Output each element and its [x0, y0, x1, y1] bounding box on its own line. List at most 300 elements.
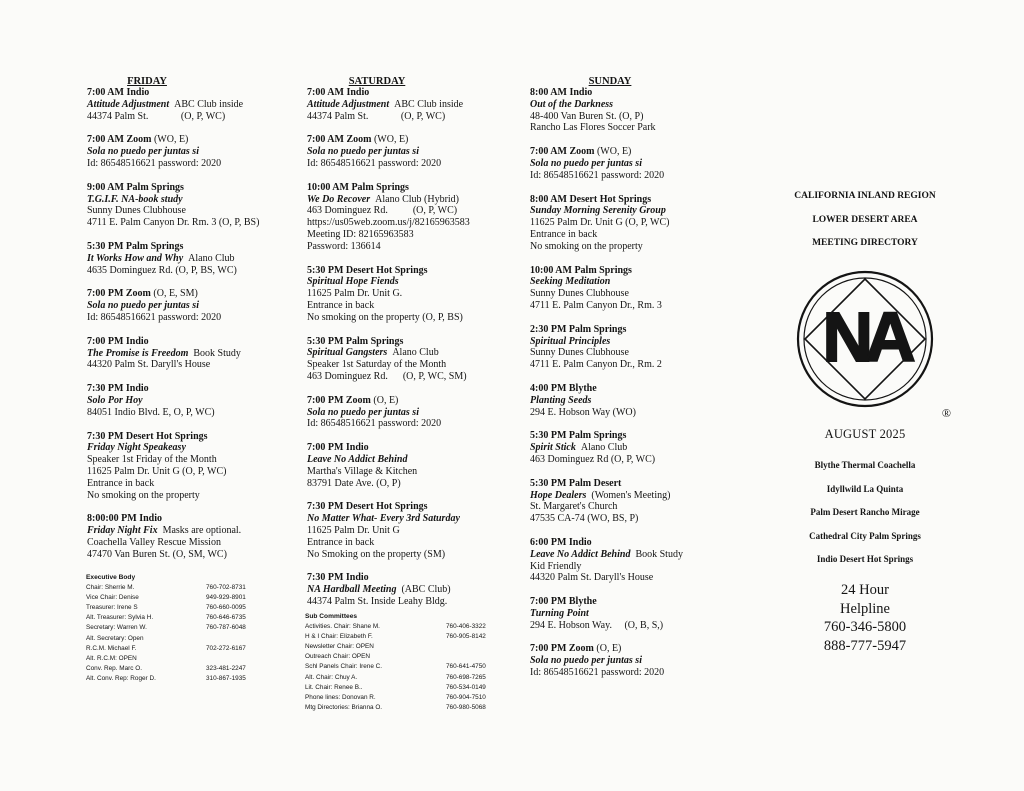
friday-meetings — [87, 87, 287, 561]
meeting-time — [530, 596, 730, 608]
contact-row — [86, 634, 246, 644]
meeting-entry — [530, 324, 730, 371]
meeting-name — [87, 253, 287, 265]
contact-row — [86, 593, 246, 603]
contact-row — [86, 623, 246, 633]
meeting-name-text: The Promise is Freedom — [87, 347, 189, 359]
contact-phone: 760-534-0149 — [446, 683, 486, 691]
meeting-name-text: Spiritual Principles — [530, 335, 611, 347]
meeting-name-text: Sunday Morning Serenity Group — [530, 205, 666, 217]
meeting-name-text: No Matter What- Every 3rd Saturday — [307, 513, 460, 525]
meeting-detail-line: 84051 Indio Blvd. E, O, P, WC) — [87, 406, 215, 418]
meeting-name — [87, 146, 287, 158]
contact-name: R.C.M. Michael F. — [86, 644, 137, 652]
meeting-name-text: Sola no puedo per juntas si — [307, 406, 419, 418]
meeting-name — [530, 336, 730, 348]
meeting-time-text: 5:30 PM Palm Springs — [87, 240, 184, 252]
meeting-name-text: Sola no puedo per juntas si — [87, 300, 199, 312]
contact-row — [305, 632, 486, 642]
meeting-name-text: Seeking Meditation — [530, 276, 611, 288]
meeting-time — [307, 395, 512, 407]
meeting-name — [307, 194, 512, 206]
meeting-time-text: 7:00 AM Zoom — [307, 134, 372, 146]
meeting-detail-line: 11625 Palm Dr. Unit G (O, P, WC) — [530, 217, 670, 229]
meeting-entry — [530, 383, 730, 418]
meeting-detail-line: Id: 86548516621 password: 2020 — [307, 157, 442, 169]
meeting-time-text: 7:00 AM Zoom — [87, 134, 152, 146]
area-heading: LOWER DESERT AREA — [812, 214, 918, 225]
meeting-detail-line: https://us05web.zoom.us/j/82165963583 — [307, 217, 470, 229]
meeting-time-text: 7:00 PM Indio — [87, 335, 149, 347]
meeting-name — [87, 99, 287, 111]
meeting-time — [87, 182, 287, 194]
meeting-time — [530, 324, 730, 336]
contact-name: Activities. Chair: Shane M. — [305, 623, 380, 631]
contact-name: H & I Chair: Elizabeth F. — [305, 633, 373, 641]
meeting-detail-line: Entrance in back — [307, 536, 375, 548]
meeting-detail-line: 463 Dominguez Rd (O, P, WC) — [530, 453, 656, 465]
meeting-format: (O, E) — [370, 394, 399, 406]
meeting-entry — [307, 265, 512, 324]
meeting-detail-line: 4711 E. Palm Canyon Dr., Rm. 2 — [530, 359, 662, 371]
contact-row — [305, 622, 486, 632]
meeting-name-text: Turning Point — [530, 607, 589, 619]
meeting-detail-line: Password: 136614 — [307, 240, 381, 252]
meeting-format: (O, E, SM) — [150, 288, 198, 300]
meeting-entry — [307, 182, 512, 253]
executive-body-title: Executive Body — [86, 574, 136, 581]
meeting-detail-line: No smoking on the property — [530, 240, 643, 252]
meeting-detail-line: 44320 Palm St. Daryll's House — [87, 359, 211, 371]
meeting-detail-line: Speaker 1st Friday of the Month — [87, 454, 217, 466]
meeting-entry — [530, 146, 730, 181]
meeting-detail-line: 4711 E. Palm Canyon Dr. Rm. 3 (O, P, BS) — [87, 217, 260, 229]
meeting-note: Masks are optional. — [162, 525, 242, 537]
meeting-time-text: 8:00 AM Desert Hot Springs — [530, 193, 652, 205]
meeting-time — [307, 501, 512, 513]
meeting-name — [87, 525, 287, 537]
contact-name: Chair: Sherrie M. — [86, 584, 135, 592]
meeting-time — [87, 288, 287, 300]
meeting-time-text: 8:00 AM Indio — [530, 87, 593, 98]
meeting-detail-line: 44320 Palm St. Daryll's House — [530, 572, 654, 584]
contact-name: Alt. Chair: Chuy A. — [305, 673, 358, 681]
meeting-detail-line: Kid Friendly — [530, 560, 582, 572]
contact-name: Treasurer: Irene S — [86, 604, 138, 612]
meeting-detail-line: Rancho Las Flores Soccer Park — [530, 122, 656, 134]
meeting-note: Alano Club — [188, 252, 235, 264]
meeting-detail-line: 44374 Palm St. (O, P, WC) — [87, 110, 226, 122]
city-row: Idyllwild La Quinta — [826, 483, 904, 494]
meeting-time — [87, 134, 287, 146]
contact-phone: 760-904-7510 — [446, 693, 486, 701]
meeting-time-text: 7:30 PM Desert Hot Springs — [87, 430, 208, 442]
meeting-detail-line: Meeting ID: 82165963583 — [307, 228, 414, 240]
meeting-name-text: Planting Seeds — [530, 394, 592, 406]
meeting-name-text: Attitude Adjustment — [307, 98, 390, 110]
meeting-time-text: 4:00 PM Blythe — [530, 382, 597, 394]
meeting-time — [530, 643, 730, 655]
contact-row — [86, 654, 246, 664]
meeting-name — [530, 99, 730, 111]
meeting-name-text: Sola no puedo per juntas si — [87, 146, 199, 158]
meeting-detail-line: Id: 86548516621 password: 2020 — [530, 169, 665, 181]
meeting-detail-line: Id: 86548516621 password: 2020 — [87, 157, 222, 169]
meeting-detail-line: Entrance in back — [307, 299, 375, 311]
meeting-name — [307, 276, 512, 288]
saturday-column — [307, 76, 512, 620]
meeting-detail-line: Sunny Dunes Clubhouse — [530, 347, 629, 359]
meeting-format: (O, E) — [593, 643, 622, 655]
meeting-entry — [307, 134, 512, 169]
meeting-entry — [87, 383, 287, 418]
meeting-entry — [87, 87, 287, 122]
meeting-time — [530, 146, 730, 158]
contact-phone: 760-660-0095 — [206, 604, 246, 612]
meeting-detail-line: St. Margaret's Church — [530, 501, 618, 513]
helpline-line: Helpline — [840, 600, 890, 617]
meeting-name-text: Friday Night Speakeasy — [87, 442, 186, 454]
month-label: AUGUST 2025 — [824, 427, 906, 441]
meeting-time — [87, 431, 287, 443]
meeting-name-text: Solo Por Hoy — [87, 394, 143, 406]
contact-name: Alt. Secretary: Open — [86, 634, 144, 642]
meeting-detail-line: Coachella Valley Rescue Mission — [87, 536, 221, 548]
contact-row — [305, 703, 486, 713]
meeting-entry — [307, 87, 512, 122]
meeting-time — [307, 572, 512, 584]
sub-committees-rows — [305, 622, 486, 713]
contact-row — [86, 664, 246, 674]
meeting-entry — [307, 395, 512, 430]
meeting-time-text: 7:00 PM Zoom — [530, 643, 594, 655]
contact-phone: 323-481-2247 — [206, 664, 246, 672]
meeting-name — [87, 395, 287, 407]
friday-title: FRIDAY — [127, 76, 167, 87]
meeting-time-text: 7:30 PM Indio — [87, 383, 149, 395]
meeting-name — [87, 300, 287, 312]
city-row: Cathedral City Palm Springs — [809, 530, 921, 541]
meeting-detail-line: 47535 CA-74 (WO, BS, P) — [530, 513, 639, 525]
meeting-time — [530, 537, 730, 549]
contact-name: Secretary: Warren W. — [86, 624, 147, 632]
meeting-format: (WO, E) — [594, 146, 632, 158]
contact-row — [305, 642, 486, 652]
meeting-detail-line: 44374 Palm St. Inside Leahy Bldg. — [307, 595, 448, 607]
sunday-meetings — [530, 87, 730, 679]
meeting-time-text: 10:00 AM Palm Springs — [307, 181, 409, 193]
meeting-note: (Women's Meeting) — [591, 489, 671, 501]
registered-mark: ® — [941, 406, 951, 420]
meeting-name — [530, 655, 730, 667]
meeting-time-text: 7:30 PM Desert Hot Springs — [307, 501, 428, 513]
meeting-time — [87, 336, 287, 348]
meeting-name — [307, 513, 512, 525]
meeting-detail-line: 4711 E. Palm Canyon Dr., Rm. 3 — [530, 299, 662, 311]
meeting-time — [307, 134, 512, 146]
contact-phone: 760-406-3322 — [446, 623, 486, 631]
contact-row — [305, 673, 486, 683]
contact-row — [86, 674, 246, 684]
meeting-name-text: We Do Recover — [307, 193, 371, 205]
meeting-name — [530, 549, 730, 561]
meeting-detail-line: 294 E. Hobson Way (WO) — [530, 406, 636, 418]
meeting-time-text: 5:30 PM Palm Springs — [307, 335, 404, 347]
meeting-name — [307, 146, 512, 158]
contact-name: Mtg Directories: Brianna O. — [305, 703, 383, 711]
meeting-name-text: Attitude Adjustment — [87, 98, 170, 110]
contact-row — [305, 652, 486, 662]
meeting-detail-line: Id: 86548516621 password: 2020 — [530, 667, 665, 679]
meeting-entry — [530, 430, 730, 465]
meeting-name — [87, 194, 287, 206]
meeting-time-text: 2:30 PM Palm Springs — [530, 323, 627, 335]
meeting-entry — [307, 336, 512, 383]
friday-column — [87, 76, 287, 573]
meeting-time — [530, 383, 730, 395]
meeting-time-text: 7:00 AM Zoom — [530, 146, 595, 158]
contact-phone: 310-867-1935 — [206, 674, 246, 682]
meeting-time-text: 7:00 PM Blythe — [530, 596, 597, 608]
meeting-time — [307, 442, 512, 454]
meeting-name — [530, 442, 730, 454]
meeting-name — [307, 407, 512, 419]
meeting-name-text: Sola no puedo per juntas si — [530, 157, 642, 169]
sunday-title: SUNDAY — [588, 76, 632, 87]
meeting-entry — [87, 431, 287, 502]
meeting-name — [87, 442, 287, 454]
meeting-time-text: 9:00 AM Palm Springs — [87, 181, 184, 193]
meeting-name-text: Spirit Stick — [530, 442, 576, 454]
contact-phone: 760-905-8142 — [446, 633, 486, 641]
meeting-time — [307, 265, 512, 277]
cover-panel — [760, 190, 970, 655]
meeting-detail-line: No Smoking on the property (SM) — [307, 548, 446, 560]
helpline-phone: 760-346-5800 — [823, 619, 907, 636]
meeting-detail-line: 11625 Palm Dr. Unit G — [307, 524, 400, 536]
meeting-note: (ABC Club) — [401, 584, 451, 596]
meeting-detail-line: 463 Dominguez Rd. (O, P, WC) — [307, 205, 458, 217]
meeting-detail-line: 4635 Dominguez Rd. (O, P, BS, WC) — [87, 264, 237, 276]
meeting-time-text: 6:00 PM Indio — [530, 536, 592, 548]
meeting-name — [530, 158, 730, 170]
contact-name: Alt. Conv. Rep: Roger D. — [86, 674, 156, 682]
meeting-time-text: 5:30 PM Palm Desert — [530, 477, 622, 489]
meeting-time — [307, 182, 512, 194]
meeting-time-text: 5:30 PM Palm Springs — [530, 430, 627, 442]
meeting-time-text: 7:00 PM Zoom — [307, 394, 371, 406]
meeting-name-text: Sola no puedo per juntas si — [307, 146, 419, 158]
meeting-entry — [530, 478, 730, 525]
directory-heading: MEETING DIRECTORY — [812, 238, 918, 248]
meeting-time — [87, 383, 287, 395]
meeting-detail-line: 83791 Date Ave. (O, P) — [307, 477, 401, 489]
meeting-note: Alano Club — [392, 347, 439, 359]
meeting-name-text: Spiritual Gangsters — [307, 347, 388, 359]
cities-list — [760, 460, 970, 565]
helpline-phone: 888-777-5947 — [823, 637, 907, 654]
executive-body — [86, 573, 246, 684]
contact-row — [86, 583, 246, 593]
meeting-name — [307, 454, 512, 466]
contact-row — [86, 644, 246, 654]
meeting-entry — [87, 182, 287, 229]
contact-name: Schl Panels Chair: Irene C. — [305, 663, 383, 671]
contact-name: Newsletter Chair: OPEN — [305, 643, 374, 651]
meeting-name-text: It Works How and Why — [87, 252, 184, 264]
contact-phone: 760-980-5068 — [446, 703, 486, 711]
region-heading: CALIFORNIA INLAND REGION — [794, 191, 936, 201]
meeting-format: (WO, E) — [371, 134, 409, 146]
meeting-time — [530, 478, 730, 490]
meeting-name-text: T.G.I.F. NA-book study — [87, 193, 183, 205]
contact-phone: 760-641-4750 — [446, 663, 486, 671]
meeting-name-text: Leave No Addict Behind — [530, 548, 631, 560]
meeting-entry — [307, 501, 512, 560]
meeting-note: ABC Club inside — [394, 98, 464, 110]
meeting-name-text: Sola no puedo per juntas si — [530, 655, 642, 667]
contact-name: Alt. R.C.M: OPEN — [86, 654, 137, 662]
meeting-entry — [530, 265, 730, 312]
contact-name: Outreach Chair: OPEN — [305, 653, 370, 661]
meeting-name — [530, 276, 730, 288]
meeting-detail-line: 11625 Palm Dr. Unit G. — [307, 288, 403, 300]
meeting-time-text: 5:30 PM Desert Hot Springs — [307, 264, 428, 276]
meeting-detail-line: Entrance in back — [530, 228, 598, 240]
meeting-name-text: Out of the Darkness — [530, 98, 614, 110]
meeting-detail-line: No smoking on the property — [87, 489, 200, 501]
meeting-time — [87, 513, 287, 525]
city-row: Blythe Thermal Coachella — [814, 460, 916, 470]
meeting-time — [530, 194, 730, 206]
meeting-entry — [87, 513, 287, 560]
meeting-entry — [307, 442, 512, 489]
meeting-detail-line: Sunny Dunes Clubhouse — [87, 205, 186, 217]
contact-phone: 702-272-6167 — [206, 644, 246, 652]
contact-phone: 760-787-6048 — [206, 624, 246, 632]
meeting-time-text: 7:00 PM Indio — [307, 442, 369, 454]
meeting-time — [307, 336, 512, 348]
contact-row — [305, 683, 486, 693]
meeting-note: Book Study — [193, 347, 241, 359]
meeting-detail-line: Entrance in back — [87, 477, 155, 489]
contact-phone: 949-929-8901 — [206, 594, 246, 602]
meeting-time — [87, 241, 287, 253]
meeting-name-text: Leave No Addict Behind — [307, 453, 408, 465]
meeting-detail-line: 11625 Palm Dr. Unit G (O, P, WC) — [87, 465, 227, 477]
helpline-line: 24 Hour — [841, 582, 889, 599]
meeting-entry — [530, 643, 730, 678]
meeting-time-text: 7:00 AM Indio — [307, 87, 370, 98]
meeting-note: Alano Club (Hybrid) — [375, 193, 460, 205]
meeting-time — [87, 87, 287, 99]
meeting-detail-line: 463 Dominguez Rd. (O, P, WC, SM) — [307, 370, 467, 382]
meeting-time — [307, 87, 512, 99]
meeting-detail-line: 44374 Palm St. (O, P, WC) — [307, 110, 446, 122]
meeting-name — [530, 490, 730, 502]
meeting-entry — [87, 336, 287, 371]
contact-phone: 760-698-7265 — [446, 673, 486, 681]
meeting-note: Alano Club — [580, 442, 628, 454]
meeting-detail-line: 48-400 Van Buren St. (O, P) — [530, 110, 644, 122]
meeting-detail-line: Id: 86548516621 password: 2020 — [87, 311, 222, 323]
meeting-name-text: Spiritual Hope Fiends — [307, 276, 399, 288]
meeting-note: ABC Club inside — [174, 98, 244, 110]
contact-name: Lit. Chair: Renee B.. — [305, 683, 363, 691]
meeting-entry — [87, 288, 287, 323]
meeting-time — [530, 87, 730, 99]
contact-row — [305, 662, 486, 672]
meeting-entry — [87, 134, 287, 169]
executive-body-rows — [86, 583, 246, 684]
meeting-time-text: 7:00 PM Zoom — [87, 288, 151, 300]
contact-row — [86, 603, 246, 613]
meeting-time-text: 8:00:00 PM Indio — [87, 513, 162, 525]
na-logo-letters: NA — [822, 298, 908, 376]
helpline — [760, 581, 970, 655]
meeting-entry — [530, 537, 730, 584]
meeting-entry — [530, 194, 730, 253]
meeting-name-text: Friday Night Fix — [87, 525, 158, 537]
meeting-name — [530, 205, 730, 217]
saturday-meetings — [307, 87, 512, 608]
meeting-name — [307, 347, 512, 359]
meeting-time-text: 7:30 PM Indio — [307, 572, 369, 584]
meeting-name — [307, 584, 512, 596]
meeting-detail-line: Speaker 1st Saturday of the Month — [307, 359, 447, 371]
meeting-name — [530, 395, 730, 407]
meeting-entry — [307, 572, 512, 607]
city-row: Indio Desert Hot Springs — [816, 554, 914, 565]
meeting-detail-line: 294 E. Hobson Way. (O, B, S,) — [530, 619, 664, 631]
contact-name: Vice Chair: Denise — [86, 594, 139, 602]
contact-name: Alt. Treasurer: Sylvia H. — [86, 614, 154, 622]
contact-row — [86, 613, 246, 623]
sub-committees-title: Sub Committees — [305, 613, 358, 620]
saturday-title: SATURDAY — [348, 76, 406, 87]
meeting-entry — [530, 87, 730, 134]
meeting-entry — [530, 596, 730, 631]
meeting-detail-line: 47470 Van Buren St. (O, SM, WC) — [87, 548, 227, 560]
meeting-name-text: NA Hardball Meeting — [307, 584, 397, 596]
sunday-column — [530, 76, 730, 691]
city-row: Palm Desert Rancho Mirage — [810, 507, 920, 518]
meeting-name — [530, 608, 730, 620]
meeting-detail-line: No smoking on the property (O, P, BS) — [307, 311, 463, 323]
contact-row — [305, 693, 486, 703]
na-logo — [795, 269, 951, 420]
meeting-detail-line: Sunny Dunes Clubhouse — [530, 288, 629, 300]
sub-committees — [305, 612, 486, 713]
meeting-format: (WO, E) — [151, 134, 189, 146]
meeting-entry — [87, 241, 287, 276]
contact-name: Conv. Rep. Marc O. — [86, 664, 142, 672]
meeting-detail-line: Id: 86548516621 password: 2020 — [307, 418, 442, 430]
meeting-time-text: 7:00 AM Indio — [87, 87, 150, 98]
contact-name: Phone lines: Donovan R. — [305, 693, 376, 701]
meeting-detail-line: Martha's Village & Kitchen — [307, 465, 418, 477]
meeting-name — [307, 99, 512, 111]
meeting-time — [530, 265, 730, 277]
meeting-note: Book Study — [635, 548, 683, 560]
contact-phone: 760-702-8731 — [206, 584, 246, 592]
meeting-time-text: 10:00 AM Palm Springs — [530, 264, 632, 276]
meeting-name — [87, 348, 287, 360]
meeting-time — [530, 430, 730, 442]
meeting-name-text: Hope Dealers — [530, 489, 587, 501]
na-logo-icon — [795, 269, 935, 409]
contact-phone: 760-646-6735 — [206, 614, 246, 622]
